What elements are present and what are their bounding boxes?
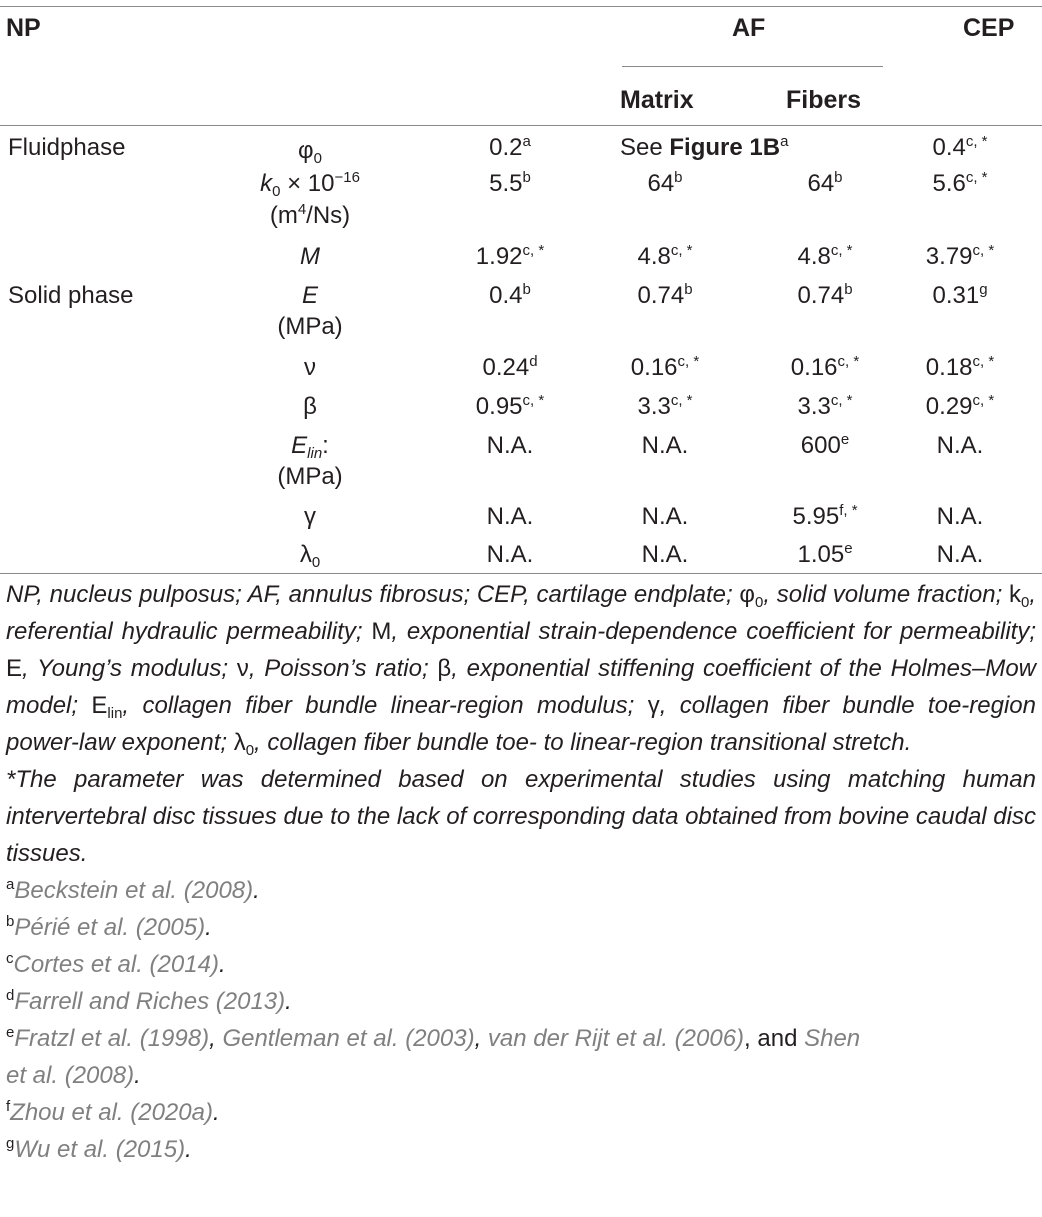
cell-matrix: $0.16^{c, *}$ (630, 353, 700, 381)
cell-np: 0.2$^a$ (489, 133, 531, 161)
cell-matrix: 64$^b$ (647, 169, 683, 197)
header-cep: CEP (963, 14, 1015, 42)
cell-cep: $5.6^{c, *}$ (932, 169, 988, 197)
param-phi0: $\varphi_0$ (298, 137, 322, 167)
cell-matrix: 0.74$^b$ (637, 281, 693, 309)
cell-np: N.A. (486, 541, 534, 568)
cell-fibers: 0.74$^b$ (797, 281, 853, 309)
cell-np: N.A. (486, 503, 534, 530)
ref-link[interactable]: Beckstein et al. (2008) (14, 877, 254, 904)
star-note: *The parameter was determined based on experimental studies using matching human intervertebral disc tissues due to the lack of corresponding data obtained from bovine caudal disc tissues. (6, 766, 1036, 867)
af-header-rule (622, 66, 883, 67)
cell-fibers: 64$^b$ (807, 169, 843, 197)
param-k0: $k_0 \times 10^{-16}$ (260, 169, 360, 200)
param-m: M (300, 243, 320, 270)
ref-link[interactable]: Wu et al. (2015) (14, 1136, 186, 1163)
cell-fibers: $0.16^{c, *}$ (790, 353, 860, 381)
cell-af-span: See Figure $1B^a$ (620, 133, 789, 161)
ref-link[interactable]: Périé et al. (2005) (14, 914, 206, 941)
cell-cep: $3.79^{c, *}$ (925, 242, 995, 270)
param-elin-unit: (MPa) (277, 463, 343, 490)
cell-np: $0.95^{c, *}$ (475, 392, 545, 420)
cell-matrix: N.A. (641, 541, 689, 568)
cell-np: $1.92^{c, *}$ (475, 242, 545, 270)
cell-cep: N.A. (936, 432, 984, 459)
param-nu: ν (304, 354, 316, 381)
param-k0-unit: $(m^4/Ns)$ (269, 201, 351, 229)
param-elin: $E_{lin}$: (291, 432, 329, 462)
cell-cep: N.A. (936, 541, 984, 568)
ref-g: $^g$Wu et al. (2015). (6, 1135, 192, 1163)
group-label-solid: Solid phase (8, 282, 134, 309)
cell-cep: $0.29^{c, *}$ (925, 392, 995, 420)
ref-link[interactable]: et al. (2008) (6, 1062, 135, 1089)
header-fibers: Fibers (786, 86, 862, 114)
cell-fibers: 1.05e (797, 540, 853, 568)
cell-np: N.A. (486, 432, 534, 459)
param-beta: β (303, 393, 317, 420)
param-e: E (301, 282, 318, 309)
ref-link[interactable]: Fratzl et al. (1998) (14, 1025, 210, 1052)
cell-np: 0.24$^d$ (482, 353, 538, 381)
ref-c: $^c$Cortes et al. (2014). (6, 950, 226, 978)
ref-link[interactable]: Zhou et al. (2020a) (10, 1099, 213, 1126)
cell-cep: $0.18^{c, *}$ (925, 353, 995, 381)
cell-fibers: $5.95^{f, *}$ (792, 502, 858, 530)
table-header-rule (0, 125, 1042, 126)
cell-cep: N.A. (936, 503, 984, 530)
cell-cep: $0.4^{c, *}$ (932, 133, 988, 161)
ref-link[interactable]: van der Rijt et al. (2006) (487, 1025, 745, 1052)
param-lambda0: $\lambda_0$ (299, 541, 321, 571)
group-label-fluid: Fluidphase (8, 134, 126, 161)
header-af: AF (732, 14, 766, 42)
ref-link[interactable]: Shen (804, 1025, 861, 1052)
ref-d: $^d$Farrell and Riches (2013). (6, 987, 292, 1015)
param-gamma: γ (304, 503, 316, 530)
table-footnotes (6, 576, 1036, 1168)
abbreviations-note: NP, nucleus pulposus; AF, annulus fibrosus; CEP, cartilage endplate; $\varphi_0$, solid volume fraction; $k_0$, referential hydraulic permeability; M, exponential strain-dependence coefficient for permeability; E, Young’s modulus; ν, Poisson’s ratio; β, exponential stiffening coefficient of the Holmes–Mow model; $E_{lin}$, collagen fiber bundle linear-region modulus; γ, collagen fiber bundle toe-region power-law exponent; $\lambda_0$, collagen fiber bundle toe- to linear-region transitional stretch. (6, 581, 1037, 759)
param-e-unit: (MPa) (277, 313, 343, 340)
cell-np: 5.5$^b$ (489, 169, 531, 197)
cell-np: 0.4$^b$ (489, 281, 531, 309)
cell-fibers: $3.3^{c, *}$ (797, 392, 853, 420)
cell-matrix: N.A. (641, 503, 689, 530)
cell-matrix: $4.8^{c, *}$ (637, 242, 693, 270)
ref-f: $^f$Zhou et al. (2020a). (6, 1098, 220, 1126)
ref-link[interactable]: Cortes et al. (2014) (13, 951, 219, 978)
cell-fibers: $4.8^{c, *}$ (797, 242, 853, 270)
cell-matrix: $3.3^{c, *}$ (637, 392, 693, 420)
ref-link[interactable]: Gentleman et al. (2003) (222, 1025, 475, 1052)
cell-matrix: N.A. (641, 432, 689, 459)
ref-e: $^e$Fratzl et al. (1998), Gentleman et al. (2003), van der Rijt et al. (2006), and Shen et al. (2008). (6, 1024, 861, 1089)
ref-a: $^a$Beckstein et al. (2008). (6, 876, 260, 904)
header-matrix: Matrix (620, 86, 694, 114)
cell-fibers: 600e (800, 431, 850, 459)
table-top-rule (0, 6, 1042, 7)
header-np: NP (6, 14, 41, 42)
cell-cep: 0.31$^g$ (932, 281, 988, 309)
ref-link[interactable]: Farrell and Riches (2013) (14, 988, 286, 1015)
ref-b: $^b$Périé et al. (2005). (6, 913, 212, 941)
table-bottom-rule (0, 573, 1042, 574)
